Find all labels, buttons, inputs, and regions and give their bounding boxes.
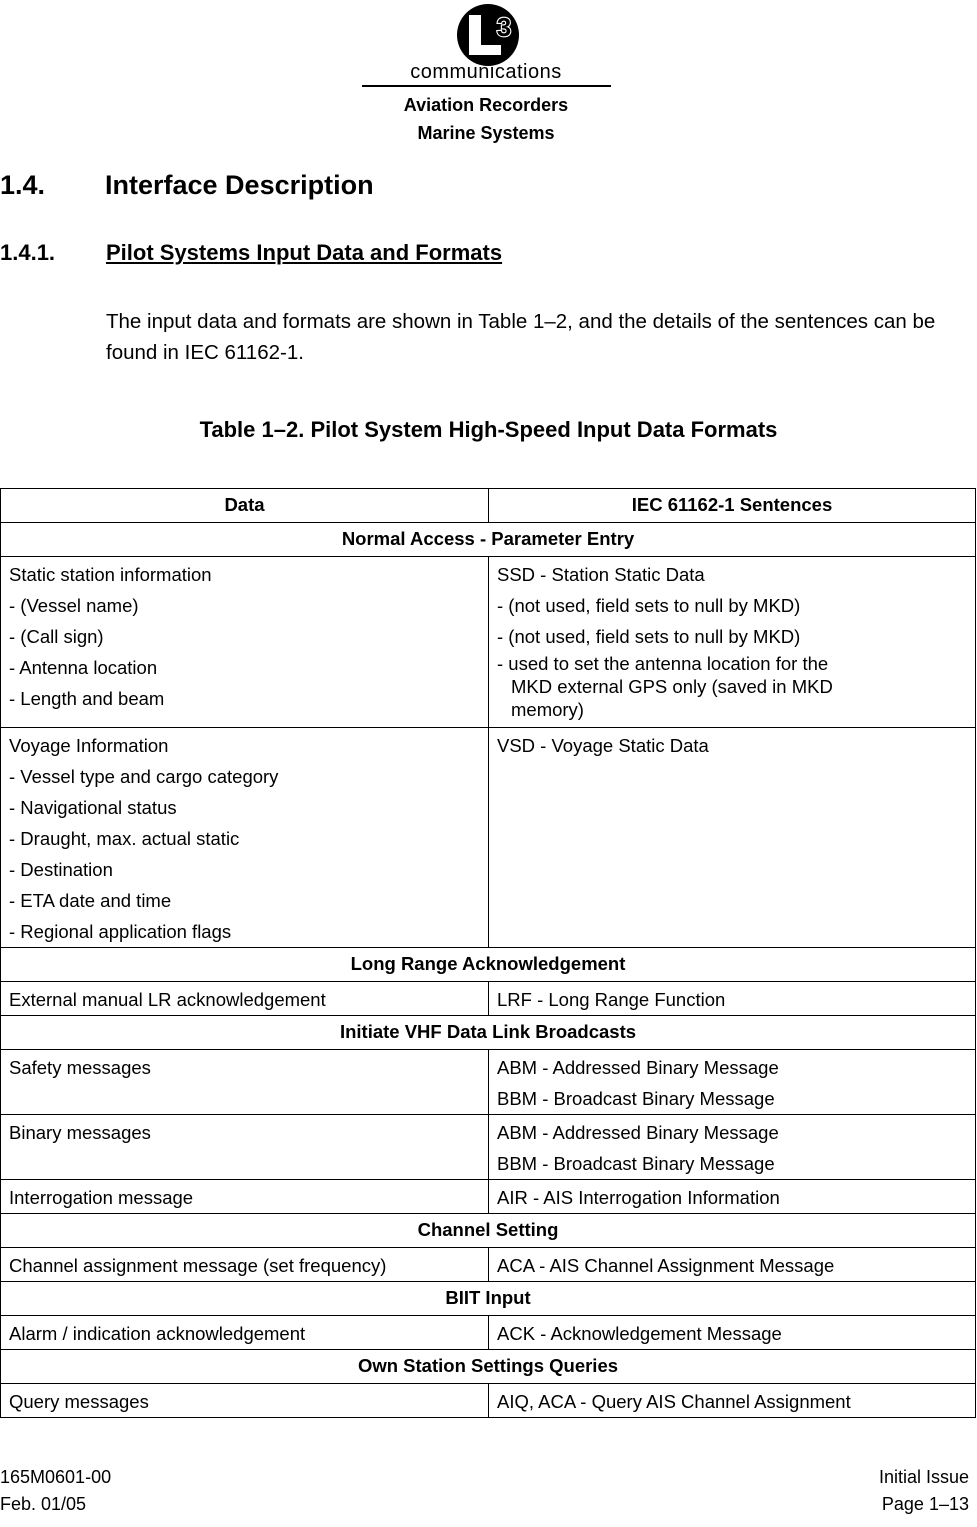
vsd-data-line: - Vessel type and cargo category	[9, 766, 279, 787]
binary-sentence: ABM - Addressed Binary Message	[497, 1122, 779, 1143]
section-biit-input: BIIT Input	[1, 1282, 976, 1316]
ssd-wrap-line: - used to set the antenna location for the	[497, 653, 829, 674]
vsd-data-line: - Navigational status	[9, 797, 177, 818]
header-division: Aviation Recorders	[403, 95, 569, 115]
table-row	[1, 1316, 976, 1350]
logo-divider	[362, 85, 611, 87]
section-row	[1, 1016, 976, 1050]
header-subdivision: Marine Systems	[417, 123, 555, 143]
lr-data: External manual LR acknowledgement	[9, 989, 326, 1010]
table-row	[1, 1384, 976, 1418]
footer-date: Feb. 01/05	[0, 1494, 87, 1514]
query-data: Query messages	[9, 1391, 149, 1412]
table-row	[1, 982, 976, 1016]
section-row	[1, 523, 976, 557]
ssd-sentence-cell	[489, 557, 976, 728]
interrogation-sentence: AIR - AIS Interrogation Information	[497, 1187, 780, 1208]
ssd-sentence-line: SSD - Station Static Data	[497, 564, 705, 585]
logo-wordmark: communications	[410, 61, 562, 83]
table-header-row	[1, 489, 976, 523]
table-row	[1, 728, 976, 948]
section-long-range: Long Range Acknowledgement	[1, 948, 976, 982]
ssd-wrap-line: memory)	[511, 699, 584, 720]
alarm-data: Alarm / indication acknowledgement	[9, 1323, 306, 1344]
alarm-sentence: ACK - Acknowledgement Message	[497, 1323, 782, 1344]
table-row	[1, 1050, 976, 1115]
ssd-data-line: - (Vessel name)	[9, 595, 139, 616]
section-number: 1.4.	[0, 170, 46, 200]
safety-sentence: ABM - Addressed Binary Message	[497, 1057, 779, 1078]
ssd-sentence-line: - (not used, field sets to null by MKD)	[497, 595, 801, 616]
vsd-data-line: Voyage Information	[9, 735, 169, 756]
section-heading	[0, 170, 374, 201]
col-header-data: Data	[1, 489, 489, 523]
table-row	[1, 1180, 976, 1214]
svg-text:3: 3	[496, 12, 512, 42]
vsd-data-line: - Draught, max. actual static	[9, 828, 240, 849]
ssd-data-line: - Length and beam	[9, 688, 165, 709]
subsection-heading	[0, 240, 502, 266]
vsd-data-line: - Destination	[9, 859, 113, 880]
table-caption: Table 1–2. Pilot System High-Speed Input Data Formats	[199, 417, 778, 442]
col-header-sentences: IEC 61162-1 Sentences	[489, 489, 976, 523]
l3-logo-icon	[455, 3, 521, 67]
ssd-wrap-line: MKD external GPS only (saved in MKD	[511, 676, 833, 697]
section-channel-setting: Channel Setting	[1, 1214, 976, 1248]
channel-sentence: ACA - AIS Channel Assignment Message	[497, 1255, 835, 1276]
footer-page: Page 1–13	[881, 1494, 969, 1514]
ssd-sentence-line: - (not used, field sets to null by MKD)	[497, 626, 801, 647]
section-own-station-queries: Own Station Settings Queries	[1, 1350, 976, 1384]
data-formats-table	[0, 488, 976, 1418]
table-row	[1, 1248, 976, 1282]
binary-sentence: BBM - Broadcast Binary Message	[497, 1153, 775, 1174]
company-logo	[360, 0, 612, 150]
footer-doc-number: 165M0601-00	[0, 1467, 112, 1487]
vsd-data-line: - Regional application flags	[9, 921, 232, 942]
table-row	[1, 1115, 976, 1180]
section-row	[1, 948, 976, 982]
vsd-data-line: - ETA date and time	[9, 890, 172, 911]
ssd-data-line: - (Call sign)	[9, 626, 104, 647]
lr-sentence: LRF - Long Range Function	[497, 989, 726, 1010]
footer-issue: Initial Issue	[878, 1467, 969, 1487]
ssd-sentence-wrapped	[497, 652, 967, 721]
ssd-data-line: - Antenna location	[9, 657, 158, 678]
ssd-data-cell	[1, 557, 489, 728]
binary-data: Binary messages	[9, 1122, 151, 1143]
subsection-number: 1.4.1.	[0, 240, 56, 265]
section-row	[1, 1282, 976, 1316]
query-sentence: AIQ, ACA - Query AIS Channel Assignment	[497, 1391, 851, 1412]
table-row	[1, 557, 976, 728]
vsd-data-cell	[1, 728, 489, 948]
channel-data: Channel assignment message (set frequency)	[9, 1255, 387, 1276]
subsection-title: Pilot Systems Input Data and Formats	[106, 240, 503, 265]
vsd-sentence-cell	[489, 728, 976, 948]
intro-paragraph: The input data and formats are shown in Table 1–2, and the details of the sentences can be found in IEC 61162-1.	[106, 310, 936, 364]
safety-sentence: BBM - Broadcast Binary Message	[497, 1088, 775, 1109]
section-title: Interface Description	[105, 170, 374, 200]
section-row	[1, 1350, 976, 1384]
section-normal-access: Normal Access - Parameter Entry	[1, 523, 976, 557]
section-vhf-broadcasts: Initiate VHF Data Link Broadcasts	[1, 1016, 976, 1050]
vsd-sentence-line: VSD - Voyage Static Data	[497, 735, 709, 756]
interrogation-data: Interrogation message	[9, 1187, 194, 1208]
ssd-data-line: Static station information	[9, 564, 212, 585]
safety-data: Safety messages	[9, 1057, 151, 1078]
section-row	[1, 1214, 976, 1248]
